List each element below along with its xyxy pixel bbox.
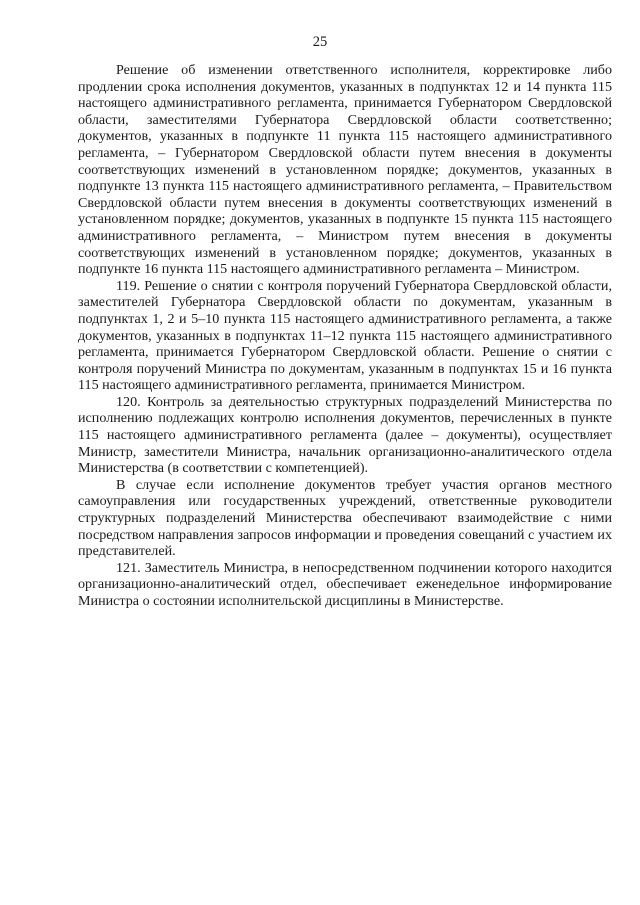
paragraph-responsible-executor-change: Решение об изменении ответственного исполнителя, корректировке либо продлении срока исполнения документов, указанных в подпунктах 12 и 14 пункта 115 настоящего административного регламента, принимается Губернатором Свердловской области, заместителями Губернатора Свердловской области соответственно; документов, указанных в подпункте 11 пункта 115 настоящего административного регламента, – Губернатором Свердловской области путем внесения в документы соответствующих изменений в установленном порядке; документов, указанных в подпункте 13 пункта 115 настоящего административного регламента, – Правительством Свердловской области путем внесения в документы соответствующих изменений в установленном порядке; документов, указанных в подпункте 15 пункта 115 настоящего административного регламента, – Министром путем внесения в документы соответствующих изменений в установленном порядке; документов, указанных в подпункте 16 пункта 115 настоящего административного регламента – Министром. bbox=[78, 62, 612, 278]
paragraph-121: 121. Заместитель Министра, в непосредственном подчинении которого находится организационно-аналитический отдел, обеспечивает еженедельное информирование Министра о состоянии исполнительской дисциплины в Министерстве. bbox=[78, 559, 612, 609]
page-number: 25 bbox=[312, 34, 328, 50]
document-body bbox=[78, 62, 612, 610]
paragraph-local-government-interaction: В случае если исполнение документов требует участия органов местного самоуправления или государственных учреждений, ответственные руководители структурных подразделений Министерства обеспечивают взаимодействие с ними посредством направления запросов информации и проведения совещаний с участием их представителей. bbox=[78, 476, 612, 560]
paragraph-119: 119. Решение о снятии с контроля поручений Губернатора Свердловской области, заместителей Губернатора Свердловской области по документам, указанным в подпунктах 1, 2 и 5–10 пункта 115 настоящего административного регламента, а также документов, указанных в подпунктах 11–12 пункта 115 настоящего административного регламента, принимается Губернатором Свердловской области. Решение о снятии с контроля поручений Министра по документам, указанным в подпунктах 15 и 16 пункта 115 настоящего административного регламента, принимается Министром. bbox=[78, 277, 612, 394]
paragraph-120: 120. Контроль за деятельностью структурных подразделений Министерства по исполнению подлежащих контролю исполнения документов, перечисленных в пункте 115 настоящего административного регламента (далее – документы), осуществляет Министр, заместители Министра, начальник организационно-аналитического отдела Министерства (в соответствии с компетенцией). bbox=[78, 393, 612, 477]
